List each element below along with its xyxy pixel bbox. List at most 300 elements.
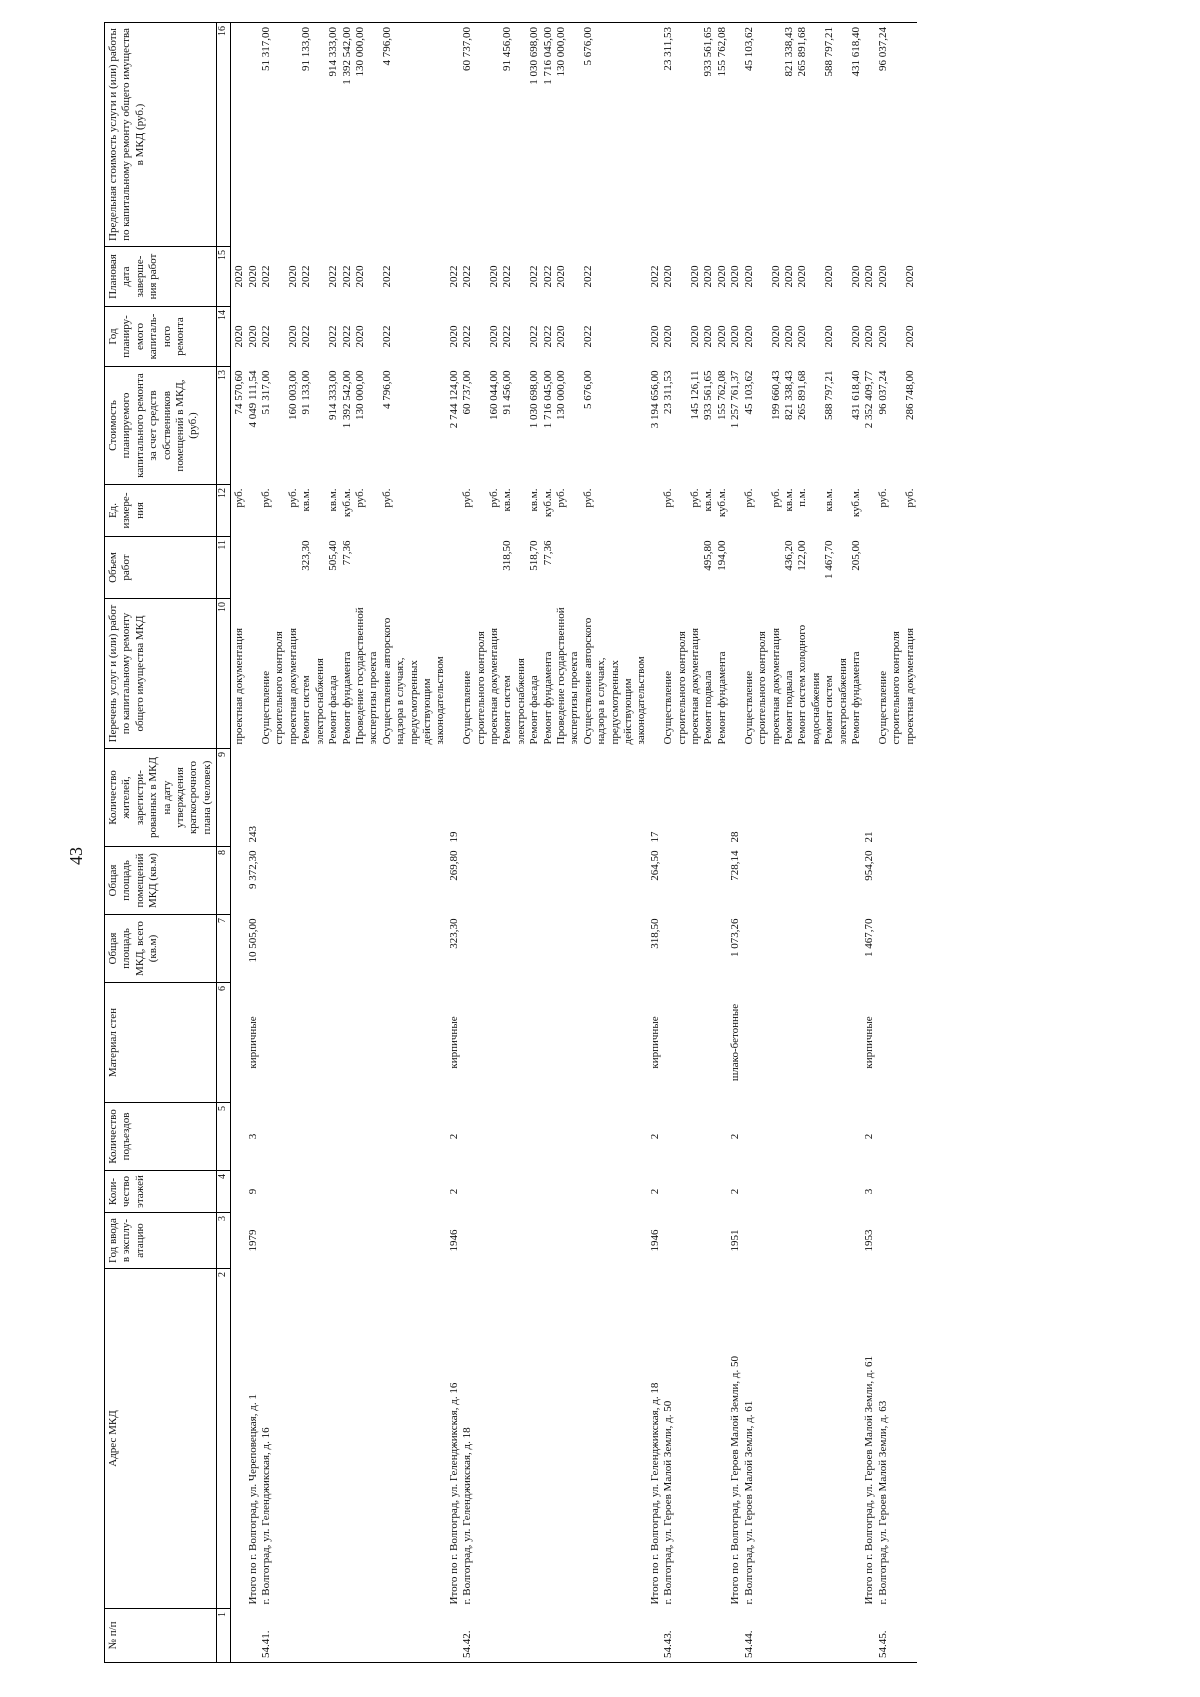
column-number: 2 (217, 1269, 231, 1609)
work-volume: 205,00 (849, 540, 862, 571)
residents (702, 749, 715, 847)
repair-year: 2022 (461, 325, 474, 348)
table-row (850, 23, 863, 1663)
repair-year: 2022 (581, 325, 594, 348)
row-number (542, 1609, 555, 1663)
work-volume (904, 537, 917, 599)
work-volume (247, 537, 260, 599)
work-type: Ремонт фундамента (340, 651, 353, 745)
work-volume (381, 537, 448, 599)
planned-cost: 3 194 656,00 (648, 370, 661, 429)
unit (729, 485, 742, 537)
entrances (582, 1103, 649, 1171)
year-built (689, 1213, 702, 1269)
unit: руб. (461, 488, 474, 508)
planned-cost: 23 311,53 (662, 370, 675, 415)
residents: 19 (447, 831, 460, 843)
column-header: Материал стен (105, 983, 217, 1103)
floors (716, 1171, 729, 1213)
repair-year: 2020 (447, 325, 460, 348)
floors (488, 1171, 501, 1213)
unit: руб. (742, 488, 755, 508)
floors: 2 (648, 1188, 661, 1195)
total-area (877, 915, 904, 983)
planned-cost: 4 796,00 (380, 370, 393, 409)
planned-cost: 160 003,00 (286, 370, 299, 420)
planned-cost: 45 103,62 (742, 370, 755, 415)
total-area (743, 915, 770, 983)
completion-date: 2022 (541, 265, 554, 288)
wall-material (300, 983, 327, 1103)
wall-material (341, 983, 354, 1103)
address: Итого по г. Волгоград, ул. Героев Малой Земли, д. 61 (863, 1356, 876, 1605)
column-header: Объем работ (105, 537, 217, 599)
table-row (702, 23, 715, 1663)
unit: руб. (286, 488, 299, 508)
wall-material (260, 983, 287, 1103)
row-number (649, 1609, 662, 1663)
column-number: 9 (217, 749, 231, 847)
floors (327, 1171, 340, 1213)
repair-year: 2020 (233, 325, 246, 348)
address (904, 1269, 917, 1609)
premises-area (231, 847, 247, 915)
repair-year: 2022 (327, 325, 340, 348)
unit: руб. (260, 488, 273, 508)
table-row (381, 23, 448, 1663)
entrances (877, 1103, 904, 1171)
repair-year: 2020 (246, 325, 259, 348)
premises-area (770, 847, 783, 915)
address: г. Волгоград, ул. Геленджикская, д. 18 (461, 1427, 474, 1605)
floors (260, 1171, 287, 1213)
total-area (488, 915, 501, 983)
work-volume: 505,40 (327, 540, 340, 571)
premises-area (381, 847, 448, 915)
column-header: Количество жителей, зарегистри-рованных в МКД на дату утверждения краткосрочного плана (человек) (105, 749, 217, 847)
residents (850, 749, 863, 847)
entrances (796, 1103, 823, 1171)
address: Итого по г. Волгоград, ул. Героев Малой Земли, д. 50 (729, 1356, 742, 1605)
row-number: 54.44. (743, 1609, 770, 1663)
unit: руб. (487, 488, 500, 508)
table-row (716, 23, 729, 1663)
floors (702, 1171, 715, 1213)
max-cost (231, 23, 247, 247)
floors: 3 (863, 1188, 876, 1195)
column-number: 4 (217, 1171, 231, 1213)
work-volume (662, 537, 689, 599)
entrances: 2 (648, 1133, 661, 1140)
residents (287, 749, 300, 847)
max-cost: 1 716 045,00 (542, 23, 555, 247)
wall-material (796, 983, 823, 1103)
total-area (501, 915, 528, 983)
residents (582, 749, 649, 847)
work-type: Ремонт подвала (782, 670, 795, 745)
completion-date: 2020 (729, 265, 742, 288)
total-area: 10 505,00 (246, 918, 259, 963)
row-number (904, 1609, 917, 1663)
column-header: Ед. измере-ния (105, 485, 217, 537)
residents (381, 749, 448, 847)
row-number (488, 1609, 501, 1663)
work-volume (863, 537, 876, 599)
address (796, 1269, 823, 1609)
work-type: проектная документация (903, 627, 916, 745)
unit: руб. (769, 488, 782, 508)
max-cost: 51 317,00 (260, 23, 287, 247)
total-area (796, 915, 823, 983)
work-type: Осуществление строительного контроля (662, 631, 688, 745)
repair-year: 2022 (501, 325, 514, 348)
max-cost: 588 797,21 (823, 23, 850, 247)
address: Итого по г. Волгоград, ул. Геленджикская, д. 16 (447, 1382, 460, 1605)
completion-date: 2020 (903, 265, 916, 288)
work-type (247, 599, 260, 749)
entrances (260, 1103, 287, 1171)
total-area (381, 915, 448, 983)
residents (300, 749, 327, 847)
completion-date: 2020 (246, 265, 259, 288)
address (582, 1269, 649, 1609)
floors (850, 1171, 863, 1213)
residents (488, 749, 501, 847)
planned-cost: 1 716 045,00 (541, 370, 554, 429)
entrances (542, 1103, 555, 1171)
work-type: Осуществление строительного контроля (260, 631, 286, 745)
planned-cost: 51 317,00 (260, 370, 273, 415)
unit: куб.м. (849, 488, 862, 518)
table-row (231, 23, 247, 1663)
max-cost (863, 23, 876, 247)
work-volume (729, 537, 742, 599)
planned-cost: 60 737,00 (461, 370, 474, 415)
row-number: 54.43. (662, 1609, 689, 1663)
planned-cost: 91 133,00 (300, 370, 313, 415)
repair-year: 2020 (689, 325, 702, 348)
planned-cost: 286 748,00 (903, 370, 916, 420)
unit (863, 485, 876, 537)
completion-date: 2020 (769, 265, 782, 288)
planned-cost: 145 126,11 (689, 370, 702, 420)
wall-material (528, 983, 541, 1103)
column-number: 1 (217, 1609, 231, 1663)
repair-year: 2020 (742, 325, 755, 348)
entrances (783, 1103, 796, 1171)
work-volume (287, 537, 300, 599)
column-header: Общая площадь МКД, всего (кв.м) (105, 915, 217, 983)
work-type: Ремонт систем электроснабжения (300, 658, 326, 745)
work-type: Ремонт фасада (327, 675, 340, 745)
wall-material (877, 983, 904, 1103)
work-volume (649, 537, 662, 599)
page-number: 43 (66, 847, 86, 865)
planned-cost: 5 676,00 (581, 370, 594, 409)
column-header: № п/п (105, 1609, 217, 1663)
address (341, 1269, 354, 1609)
max-cost: 23 311,53 (662, 23, 689, 247)
completion-date: 2020 (689, 265, 702, 288)
entrances (555, 1103, 582, 1171)
floors (743, 1171, 770, 1213)
residents (555, 749, 582, 847)
column-number: 12 (217, 485, 231, 537)
row-number (501, 1609, 528, 1663)
premises-area: 728,14 (729, 850, 742, 881)
year-built (260, 1213, 287, 1269)
address (555, 1269, 582, 1609)
unit: куб.м. (340, 488, 353, 518)
work-volume (231, 537, 247, 599)
address (823, 1269, 850, 1609)
wall-material (716, 983, 729, 1103)
column-number: 6 (217, 983, 231, 1103)
table-row (649, 23, 662, 1663)
table-row (823, 23, 850, 1663)
premises-area (582, 847, 649, 915)
work-type: проектная документация (487, 627, 500, 745)
completion-date: 2020 (876, 265, 889, 288)
column-number: 15 (217, 247, 231, 307)
work-type: проектная документация (769, 627, 782, 745)
unit: кв.м. (823, 488, 836, 512)
premises-area (783, 847, 796, 915)
planned-cost: 2 744 124,00 (447, 370, 460, 429)
max-cost (448, 23, 461, 247)
premises-area (823, 847, 850, 915)
wall-material (354, 983, 381, 1103)
entrances (743, 1103, 770, 1171)
row-number (863, 1609, 876, 1663)
row-number (327, 1609, 340, 1663)
total-area (461, 915, 488, 983)
unit: кв.м. (702, 488, 715, 512)
table-row (743, 23, 770, 1663)
max-cost (904, 23, 917, 247)
residents: 21 (863, 831, 876, 843)
column-header: Стоимость планируемого капитального ремонта за счет средств собственников помещений в МКД, (руб.) (105, 367, 217, 485)
work-volume (582, 537, 649, 599)
table-row (555, 23, 582, 1663)
total-area (327, 915, 340, 983)
completion-date: 2022 (461, 265, 474, 288)
wall-material (555, 983, 582, 1103)
year-built: 1946 (648, 1229, 661, 1252)
work-volume: 1 467,70 (823, 540, 836, 579)
total-area (287, 915, 300, 983)
row-number (702, 1609, 715, 1663)
floors (555, 1171, 582, 1213)
table-row (300, 23, 327, 1663)
premises-area: 269,80 (447, 850, 460, 881)
residents: 243 (246, 826, 259, 843)
work-volume: 436,20 (782, 540, 795, 571)
repair-year: 2020 (876, 325, 889, 348)
column-number: 11 (217, 537, 231, 599)
completion-date: 2020 (849, 265, 862, 288)
planned-cost: 265 891,68 (796, 370, 809, 420)
work-volume (448, 537, 461, 599)
row-number: 54.45. (877, 1609, 904, 1663)
entrances (488, 1103, 501, 1171)
premises-area (528, 847, 541, 915)
entrances (662, 1103, 689, 1171)
max-cost: 45 103,62 (743, 23, 770, 247)
entrances (702, 1103, 715, 1171)
repair-year: 2020 (702, 325, 715, 348)
work-volume (877, 537, 904, 599)
year-built (542, 1213, 555, 1269)
year-built (461, 1213, 488, 1269)
address (488, 1269, 501, 1609)
total-area (662, 915, 689, 983)
max-cost (488, 23, 501, 247)
completion-date: 2022 (447, 265, 460, 288)
premises-area (260, 847, 287, 915)
column-header: Плановая дата заверше-ния работ (105, 247, 217, 307)
entrances (231, 1103, 247, 1171)
column-header: Количество подъездов (105, 1103, 217, 1171)
entrances: 2 (447, 1133, 460, 1140)
floors (783, 1171, 796, 1213)
total-area (300, 915, 327, 983)
max-cost: 914 333,00 (327, 23, 340, 247)
total-area (770, 915, 783, 983)
unit: руб. (555, 488, 567, 508)
work-type: Проведение государственной экспертизы проекта (353, 607, 380, 745)
total-area (582, 915, 649, 983)
work-type (863, 599, 876, 749)
wall-material (501, 983, 528, 1103)
year-built (662, 1213, 689, 1269)
entrances (716, 1103, 729, 1171)
planned-cost: 91 456,00 (501, 370, 514, 415)
max-cost: 4 796,00 (381, 23, 448, 247)
residents (783, 749, 796, 847)
year-built (716, 1213, 729, 1269)
repair-year: 2020 (662, 325, 675, 348)
column-number: 13 (217, 367, 231, 485)
wall-material (689, 983, 702, 1103)
completion-date: 2020 (233, 265, 246, 288)
column-number: 8 (217, 847, 231, 915)
unit: кв.м. (782, 488, 795, 512)
residents (689, 749, 702, 847)
residents (770, 749, 783, 847)
wall-material (542, 983, 555, 1103)
work-type: Ремонт фундамента (715, 651, 728, 745)
year-built (287, 1213, 300, 1269)
residents: 28 (729, 831, 742, 843)
entrances (904, 1103, 917, 1171)
table-row (287, 23, 300, 1663)
unit (247, 485, 260, 537)
residents (341, 749, 354, 847)
completion-date: 2020 (823, 265, 836, 288)
entrances (770, 1103, 783, 1171)
repair-year: 2020 (715, 325, 728, 348)
planned-cost: 130 000,00 (555, 370, 567, 420)
work-type: Проведение государственной экспертизы проекта (555, 607, 581, 745)
total-area (850, 915, 863, 983)
residents (260, 749, 287, 847)
max-cost: 265 891,68 (796, 23, 823, 247)
residents (904, 749, 917, 847)
floors (501, 1171, 528, 1213)
repair-year: 2022 (340, 325, 353, 348)
entrances (287, 1103, 300, 1171)
floors (528, 1171, 541, 1213)
total-area (904, 915, 917, 983)
work-type: Осуществление строительного контроля (876, 631, 903, 745)
row-number (231, 1609, 247, 1663)
completion-date: 2020 (742, 265, 755, 288)
work-volume: 122,00 (796, 540, 809, 571)
work-type: Осуществление авторского надзора в случаях, предусмотренных действующим законодательством (581, 617, 648, 745)
total-area (260, 915, 287, 983)
row-number (287, 1609, 300, 1663)
floors (287, 1171, 300, 1213)
work-type: проектная документация (689, 627, 702, 745)
unit: куб.м. (541, 488, 554, 518)
residents (877, 749, 904, 847)
repair-year: 2020 (796, 325, 809, 348)
column-number: 10 (217, 599, 231, 749)
completion-date: 2022 (380, 265, 393, 288)
unit: руб. (581, 488, 594, 508)
year-built (904, 1213, 917, 1269)
year-built (555, 1213, 582, 1269)
total-area: 318,50 (648, 918, 661, 949)
entrances (354, 1103, 381, 1171)
completion-date: 2022 (581, 265, 594, 288)
completion-date: 2022 (501, 265, 514, 288)
wall-material (381, 983, 448, 1103)
unit: кв.м. (528, 488, 541, 512)
entrances (341, 1103, 354, 1171)
work-volume (461, 537, 488, 599)
work-type: Ремонт фасада (528, 675, 541, 745)
entrances (689, 1103, 702, 1171)
work-type (448, 599, 461, 749)
repair-year: 2020 (863, 325, 876, 348)
year-built (796, 1213, 823, 1269)
max-cost (287, 23, 300, 247)
max-cost: 130 000,00 (555, 23, 582, 247)
total-area (341, 915, 354, 983)
address: Итого по г. Волгоград, ул. Геленджикская, д. 18 (648, 1382, 661, 1605)
row-number (448, 1609, 461, 1663)
column-number: 3 (217, 1213, 231, 1269)
work-volume (555, 537, 582, 599)
premises-area (327, 847, 340, 915)
address (689, 1269, 702, 1609)
unit: п.м. (796, 488, 809, 507)
repair-year: 2020 (729, 325, 742, 348)
column-header: Перечень услуг и (или) работ по капитальному ремонту общего имущества МКД (105, 599, 217, 749)
table-row (341, 23, 354, 1663)
wall-material (770, 983, 783, 1103)
floors (300, 1171, 327, 1213)
row-number (582, 1609, 649, 1663)
address (783, 1269, 796, 1609)
work-volume (354, 537, 381, 599)
row-number (783, 1609, 796, 1663)
unit: кв.м. (327, 488, 340, 512)
residents (823, 749, 850, 847)
table-row (542, 23, 555, 1663)
